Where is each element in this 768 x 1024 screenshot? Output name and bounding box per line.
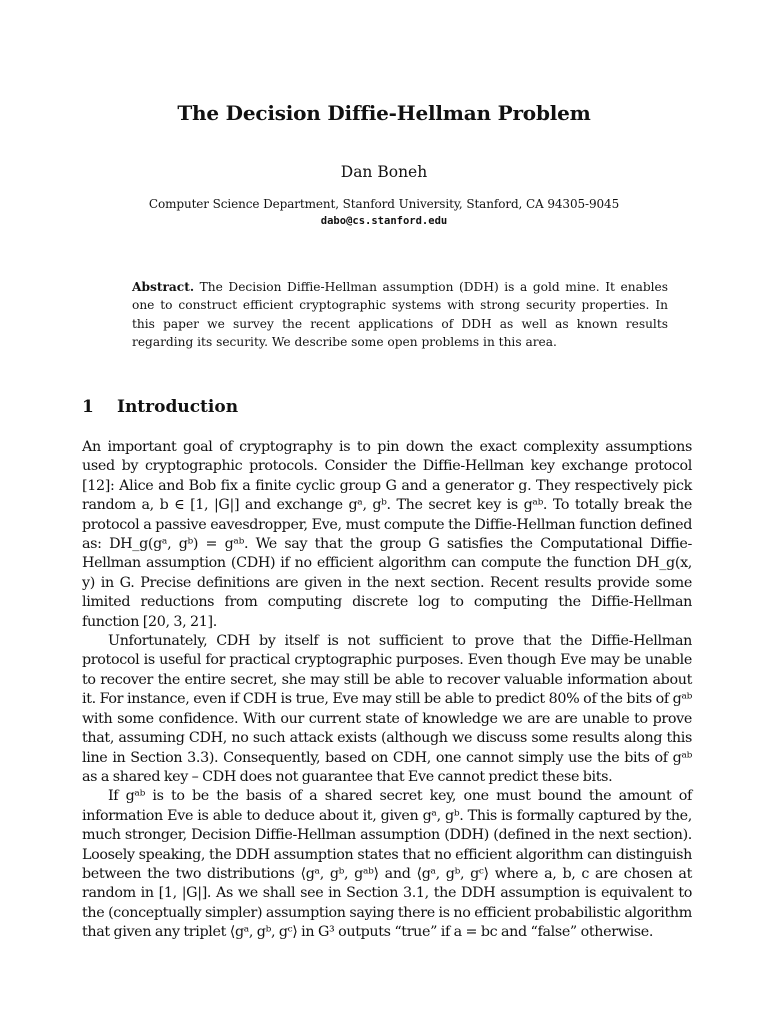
abstract (132, 278, 668, 351)
paragraph-1: An important goal of cryptography is to pin down the exact complexity assumptions used by cryptographic protocols. Consider the Diffie-Hellman key exchange protocol [12]: Alice and Bob fix a finite cyclic group G and a generator g. They respectively pick random a, b ∈ [1, |G|] and exchange gᵃ, gᵇ. The secret key is gᵃᵇ. To totally break the protocol a passive eavesdropper, Eve, must compute the Diffie-Hellman function defined as: DH_g(gᵃ, gᵇ) = gᵃᵇ. We say that the group G satisfies the Computational Diffie-Hellman assumption (CDH) if no efficient algorithm can compute the function DH_g(x, y) in G. Precise definitions are given in the next section. Recent results provide some limited reductions from computing discrete log to computing the Diffie-Hellman function [20, 3, 21]. (82, 439, 692, 630)
author-affiliation: Computer Science Department, Stanford University, Stanford, CA 94305-9045 (148, 197, 620, 211)
abstract-text: The Decision Diffie-Hellman assumption (DDH) is a gold mine. It enables one to construct efficient cryptographic systems with strong security properties. In this paper we survey the recent applications of DDH as well as known results regarding its security. We describe some open problems in this area. (132, 280, 669, 349)
author-name: Dan Boneh (340, 163, 428, 181)
author-email: dabo@cs.stanford.edu (320, 215, 448, 227)
paper-title: The Decision Diffie-Hellman Problem (177, 101, 591, 125)
body-text (82, 438, 692, 943)
section-title: Introduction (117, 397, 239, 417)
paragraph-3: If gᵃᵇ is to be the basis of a shared secret key, one must bound the amount of information Eve is able to deduce about it, given gᵃ, gᵇ. This is formally captured by the, much stronger, Decision Diffie-Hellman assumption (DDH) (defined in the next section). Loosely speaking, the DDH assumption states that no efficient algorithm can distinguish between the two distributions ⟨gᵃ, gᵇ, gᵃᵇ⟩ and ⟨gᵃ, gᵇ, gᶜ⟩ where a, b, c are chosen at random in [1, |G|]. As we shall see in Section 3.1, the DDH assumption is equivalent to the (conceptually simpler) assumption saying there is no efficient probabilistic algorithm that given any triplet ⟨gᵃ, gᵇ, gᶜ⟩ in G³ outputs “true” if a = bc and “false” otherwise. (82, 788, 692, 941)
paragraph-2: Unfortunately, CDH by itself is not sufficient to prove that the Diffie-Hellman protocol is useful for practical cryptographic purposes. Even though Eve may be unable to recover the entire secret, she may still be able to recover valuable information about it. For instance, even if CDH is true, Eve may still be able to predict 80% of the bits of gᵃᵇ with some confidence. With our current state of knowledge we are are unable to prove that, assuming CDH, no such attack exists (although we discuss some results along this line in Section 3.3). Consequently, based on CDH, one cannot simply use the bits of gᵃᵇ as a shared key – CDH does not guarantee that Eve cannot predict these bits. (82, 633, 692, 785)
section-number: 1 (82, 397, 94, 417)
section-heading (82, 397, 238, 417)
abstract-label: Abstract. (132, 280, 195, 294)
